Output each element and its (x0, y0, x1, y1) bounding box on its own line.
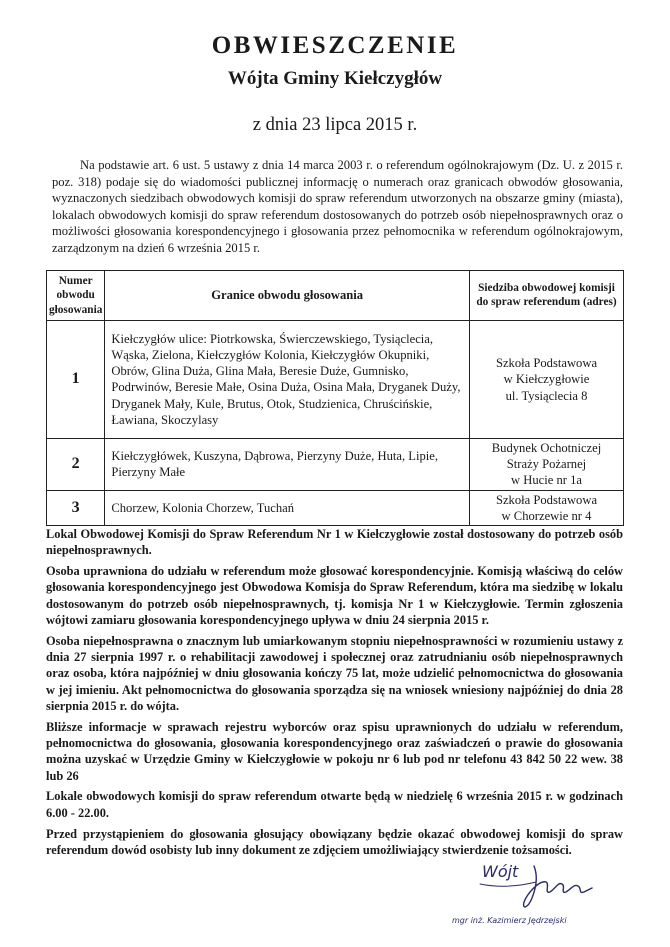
districts-table (46, 270, 624, 526)
note-paragraph: Osoba niepełnosprawna o znacznym lub umiarkowanym stopniu niepełnosprawności w rozumieniu ustawy z dnia 27 sierpnia 1997 r. o rehabilitacji zawodowej i społecznej oraz zatrudnianiu osób niepełnosprawnych oraz osoba, która najpóźniej w dniu głosowania kończy 75 lat, może udzielić pełnomocnictwa do głosowania w jej imieniu. Akt pełnomocnictwa do głosowania sporządza się na wniosek wniesiony najpóźniej do dnia 28 sierpnia 2015 r. do wójta. (46, 633, 623, 713)
header-seat: Siedziba obwodowej komisji do spraw referendum (adres) (470, 271, 624, 321)
row-number: 2 (47, 438, 105, 490)
row-seat (470, 320, 624, 438)
seat-line: Szkoła Podstawowa (495, 355, 598, 370)
note-paragraph: Lokale obwodowych komisji do spraw referendum otwarte będą w niedzielę 6 września 2015 r. w godzinach 6.00 - 22.00. (46, 789, 623, 820)
document-title: OBWIESZCZENIE (211, 32, 459, 59)
notes-section (46, 526, 623, 863)
table-row (47, 490, 624, 526)
document-date: z dnia 23 lipca 2015 r. (252, 115, 418, 135)
row-bounds: Kiełczygłówek, Kuszyna, Dąbrowa, Pierzyny Duże, Huta, Lipie, Pierzyny Małe (105, 438, 470, 490)
seat-line: w Hucie nr 1a (511, 473, 582, 488)
intro-text: Na podstawie art. 6 ust. 5 ustawy z dnia 14 marca 2003 r. o referendum ogólnokrajowym (Dz. U. z 2015 r. poz. 318) podaje się do wiadomości publicznej informację o numerach oraz granicach obwodów głosowania, wyznaczonych siedzibach obwodowych komisji do spraw referendum utworzonych na obszarze gminy (miasta), lokalach obwodowych komisji do spraw referendum dostosowanych do potrzeb osób niepełnosprawnych oraz o możliwości głosowania korespondencyjnego i głosowania przez pełnomocnika w referendum ogólnokrajowym, zarządzonym na dzień 6 września 2015 r. (52, 158, 623, 255)
header-number: Numer obwodu głosowania (47, 271, 105, 321)
seat-line: ul. Tysiąclecia 8 (505, 388, 588, 403)
seat-line: Budynek Ochotniczej (491, 440, 602, 455)
note-paragraph: Przed przystąpieniem do głosowania głosujący obowiązany będzie okazać obwodowej komisji do spraw referendum dowód osobisty lub inny dokument ze zdjęciem umożliwiający stwierdzenie tożsamości. (46, 826, 623, 857)
row-bounds: Kiełczygłów ulice: Piotrkowska, Świerczewskiego, Tysiąclecia, Wąska, Zielona, Kiełczygłów Kolonia, Kiełczygłów Okupniki, Obrów, Glina Duża, Glina Mała, Beresie Duże, Gumnisko, Podrwinów, Beresie Małe, Osina Duża, Osina Mała, Dryganek Duży, Dryganek Mały, Kule, Brutus, Otok, Studzienica, Chruścińskie, Ławiana, Skoczylasy (105, 320, 470, 438)
table-row (47, 438, 624, 490)
row-seat (470, 490, 624, 526)
note-paragraph: Bliższe informacje w sprawach rejestru wyborców oraz spisu uprawnionych do udziału w referendum, pełnomocnictwa do głosowania, głosowania korespondencyjnego oraz zaświadczeń o prawie do głosowania można uzyskać w Urzędzie Gminy w Kiełczygłowie w pokoju nr 6 lub pod nr telefonu 43 842 50 22 wew. 38 lub 26 (46, 719, 623, 783)
row-number: 3 (47, 490, 105, 526)
seat-line: Straży Pożarnej (506, 457, 587, 472)
row-number: 1 (47, 320, 105, 438)
table-row (47, 320, 624, 438)
intro-paragraph (52, 157, 623, 257)
document-subtitle: Wójta Gminy Kiełczygłów (227, 68, 443, 89)
handwritten-signature (440, 858, 610, 918)
seat-line: Szkoła Podstawowa (495, 492, 598, 507)
note-paragraph: Osoba uprawniona do udziału w referendum może głosować korespondencyjnie. Komisją właściwą do celów głosowania korespondencyjnego jest Obwodowa Komisja do Spraw Referendum, która ma siedzibę w lokalu dostosowanym do potrzeb osób niepełnosprawnych, tj. komisja Nr 1 w Kiełczygłowie. Termin zgłoszenia wójtowi zamiaru głosowania korespondencyjnego upływa w dniu 24 sierpnia 2015 r. (46, 564, 623, 627)
signature-name: mgr inż. Kazimierz Jędrzejski (452, 916, 567, 925)
seat-line: w Kiełczygłowie (503, 372, 590, 387)
row-seat (470, 438, 624, 490)
header-bounds: Granice obwodu głosowania (105, 271, 470, 321)
signature-title: Wójt (482, 862, 519, 881)
row-bounds: Chorzew, Kolonia Chorzew, Tuchań (105, 490, 470, 526)
seat-line: w Chorzewie nr 4 (501, 509, 592, 524)
table-header-row (47, 271, 624, 321)
note-paragraph: Lokal Obwodowej Komisji do Spraw Referendum Nr 1 w Kiełczygłowie został dostosowany do potrzeb osób niepełnosprawnych. (46, 527, 623, 558)
